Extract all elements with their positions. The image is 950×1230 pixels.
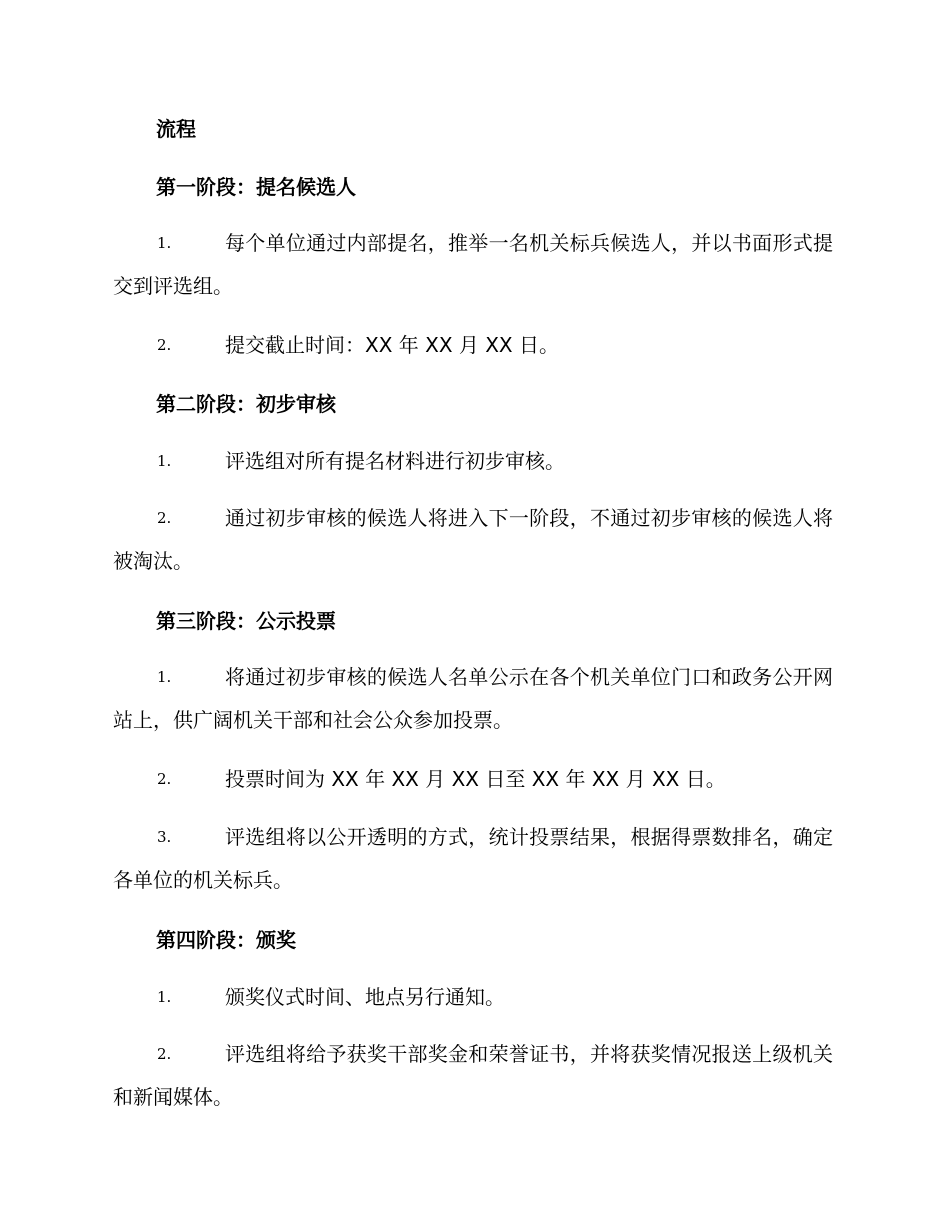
list-item — [113, 440, 833, 483]
list-item — [113, 816, 833, 902]
list-item-text: 评选组对所有提名材料进行初步审核。 — [225, 449, 565, 473]
list-item-text: 每个单位通过内部提名，推举一名机关标兵候选人，并以书面形式提交到评选组。 — [113, 231, 833, 298]
list-item-number: 2. — [157, 509, 172, 527]
list-item-number: 2. — [157, 770, 172, 788]
list-item-number: 2. — [157, 1045, 172, 1063]
list-item — [113, 1033, 833, 1119]
list-item-number: 1. — [157, 988, 172, 1006]
document-title: 流程 — [156, 117, 196, 141]
list-item — [113, 758, 833, 801]
list-item-text: 提交截止时间：XX 年 XX 月 XX 日。 — [225, 333, 559, 357]
list-item-text: 通过初步审核的候选人将进入下一阶段，不通过初步审核的候选人将被淘汰。 — [113, 506, 833, 573]
section-heading: 第四阶段：颁奖 — [156, 928, 296, 952]
list-item-number: 2. — [157, 336, 172, 354]
list-item-text: 评选组将给予获奖干部奖金和荣誉证书，并将获奖情况报送上级机关和新闻媒体。 — [113, 1042, 833, 1109]
list-item — [113, 656, 833, 742]
list-item — [113, 497, 833, 583]
section-heading: 第三阶段：公示投票 — [156, 609, 336, 633]
section-heading: 第一阶段：提名候选人 — [156, 175, 356, 199]
section-heading: 第二阶段：初步审核 — [156, 392, 336, 416]
list-item-text: 将通过初步审核的候选人名单公示在各个机关单位门口和政务公开网站上，供广阔机关干部和社会公众参加投票。 — [113, 665, 833, 732]
list-item-text: 评选组将以公开透明的方式，统计投票结果，根据得票数排名，确定各单位的机关标兵。 — [113, 825, 833, 892]
list-item-number: 3. — [157, 828, 172, 846]
list-item-number: 1. — [157, 234, 172, 252]
list-item-number: 1. — [157, 668, 172, 686]
list-item-text: 投票时间为 XX 年 XX 月 XX 日至 XX 年 XX 月 XX 日。 — [225, 767, 726, 791]
list-item-number: 1. — [157, 452, 172, 470]
list-item — [113, 222, 833, 308]
list-item-text: 颁奖仪式时间、地点另行通知。 — [225, 985, 505, 1009]
list-item — [113, 324, 833, 367]
list-item — [113, 976, 833, 1019]
